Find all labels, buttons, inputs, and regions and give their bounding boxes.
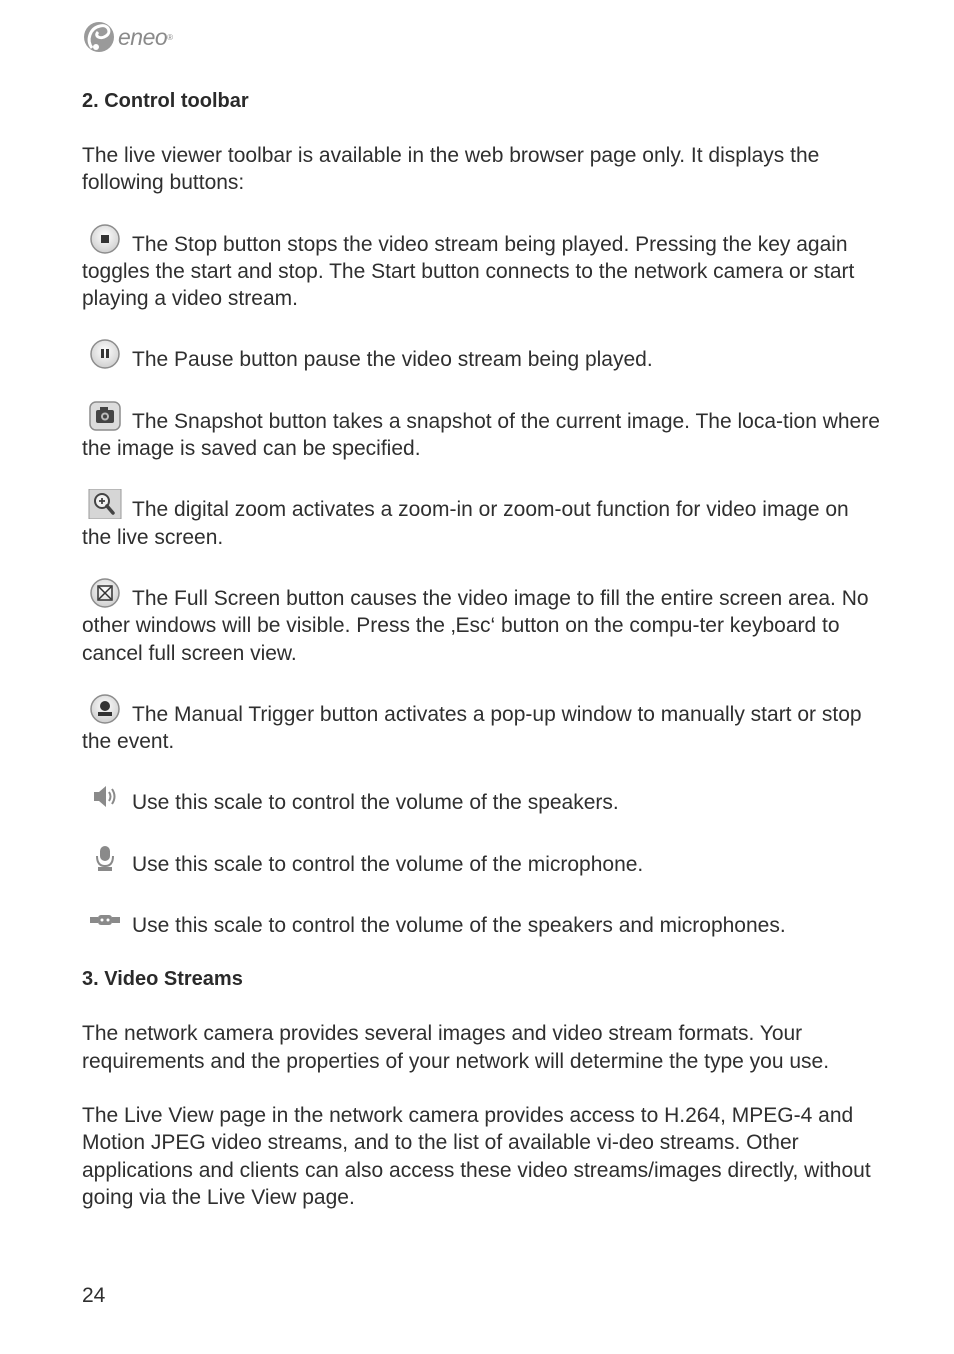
snapshot-icon (88, 401, 122, 431)
eneo-logo-mark-icon (82, 18, 116, 56)
microphone-description: Use this scale to control the volume of the microphone. (132, 852, 644, 876)
speaker-microphone-description: Use this scale to control the volume of the speakers and microphones. (132, 914, 786, 938)
page-number: 24 (82, 1284, 106, 1307)
speaker-icon (88, 782, 122, 812)
speaker-microphone-icon (88, 905, 122, 935)
microphone-icon (88, 844, 122, 874)
fullscreen-description: The Full Screen button causes the video image to fill the entire screen area. No other windows will be visible. Press the ‚Esc‘ button on the compu-ter keyboard to cancel full screen view. (82, 586, 869, 665)
manual-trigger-description: The Manual Trigger button activates a pop-up window to manually start or stop the event. (82, 702, 862, 754)
manual-trigger-icon (88, 694, 122, 724)
zoom-description: The digital zoom activates a zoom-in or zoom-out function for video image on the live screen. (82, 498, 849, 549)
section-heading-control-toolbar: 2. Control toolbar (82, 90, 249, 112)
page-content (82, 88, 882, 1211)
toolbar-item-snapshot (82, 401, 882, 463)
section-heading-video-streams: 3. Video Streams (82, 968, 243, 991)
logo-registered-mark: ® (167, 32, 174, 42)
stop-description: The Stop button stops the video stream being played. Pressing the key again toggles the start and stop. The Start button connects to the network camera or start playing a video stream. (82, 232, 855, 311)
snapshot-description: The Snapshot button takes a snapshot of the current image. The loca-tion where the image is saved can be specified. (82, 409, 880, 461)
toolbar-item-speaker-volume (82, 782, 882, 816)
toolbar-item-stop (82, 224, 882, 313)
video-streams-paragraph-1: The network camera provides several images and video stream formats. Your requirements and the properties of your network will determine the type you use. (82, 1022, 830, 1073)
pause-icon (88, 339, 122, 369)
toolbar-item-speaker-microphone-volume (82, 905, 882, 939)
control-toolbar-intro: The live viewer toolbar is available in the web browser page only. It displays the following buttons: (82, 144, 820, 195)
toolbar-item-pause (82, 339, 882, 373)
fullscreen-icon (88, 578, 122, 608)
zoom-icon (88, 489, 122, 519)
video-streams-paragraph-2: The Live View page in the network camera provides access to H.264, MPEG-4 and Motion JPEG video streams, and to the list of available vi-deo streams. Other applications and clients can also access these video streams/images directly, without going via the Live View page. (82, 1103, 871, 1209)
brand-logo (82, 18, 173, 56)
logo-text: eneo (118, 23, 168, 50)
toolbar-item-manual-trigger (82, 694, 882, 756)
speaker-description: Use this scale to control the volume of the speakers. (132, 791, 619, 815)
pause-description: The Pause button pause the video stream being played. (132, 348, 653, 372)
toolbar-item-fullscreen (82, 578, 882, 667)
toolbar-item-microphone-volume (82, 844, 882, 878)
toolbar-item-zoom (82, 489, 882, 551)
stop-icon (88, 224, 122, 254)
